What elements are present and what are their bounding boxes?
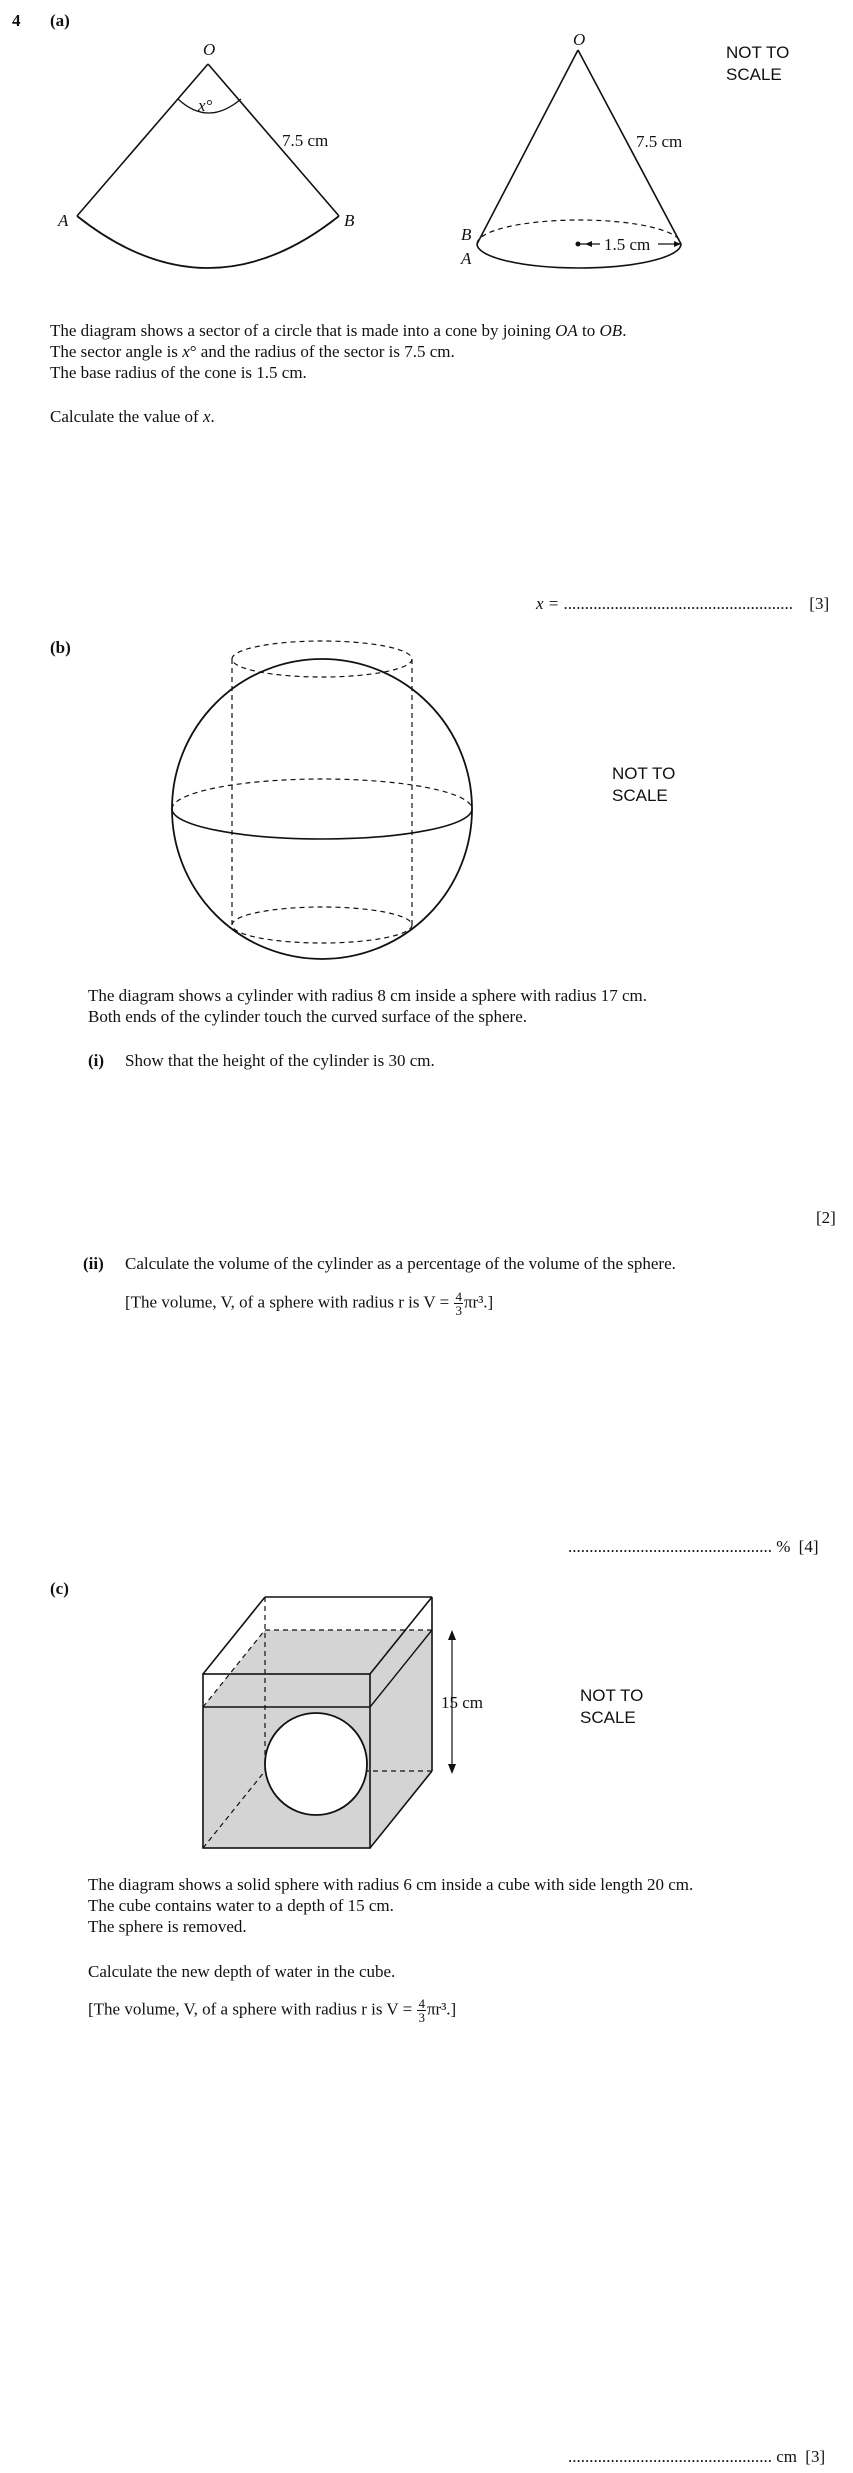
part-c-text-3: The sphere is removed. <box>88 1917 247 1936</box>
part-b-i-label: (i) <box>88 1051 105 1070</box>
marks: [3] <box>809 594 830 613</box>
part-a-text-3: The base radius of the cone is 1.5 cm. <box>50 363 307 382</box>
marks: [4] <box>798 1537 819 1556</box>
cone-a-label: A <box>461 249 472 268</box>
part-c-not-to-scale: NOT TO SCALE <box>580 1686 644 1727</box>
part-c-text-2: The cube contains water to a depth of 15 cm. <box>88 1896 394 1915</box>
part-c-answer-line[interactable] <box>568 2447 825 2467</box>
solid-sphere <box>265 1713 367 1815</box>
point-b-label: B <box>344 211 355 230</box>
answer-dots: ................................................ <box>568 1537 772 1556</box>
part-c-text-1: The diagram shows a solid sphere with radius 6 cm inside a cube with side length 20 cm. <box>88 1875 694 1894</box>
point-o-label: O <box>203 40 216 59</box>
part-a-not-to-scale: NOT TO SCALE <box>726 43 790 84</box>
depth-label: 15 cm <box>441 1693 484 1712</box>
part-c-label: (c) <box>50 1579 69 1598</box>
cone-b-label: B <box>461 225 472 244</box>
part-a-instruction: Calculate the value of x. <box>50 407 215 426</box>
part-b-text-2: Both ends of the cylinder touch the curved surface of the sphere. <box>88 1007 528 1026</box>
fraction-four-thirds: $\frac{4}{3}$ <box>418 1996 425 2025</box>
answer-dots: ................................................ <box>568 2447 772 2466</box>
answer-prefix: x = <box>536 594 560 613</box>
question-number: 4 <box>12 11 21 30</box>
answer-dots: ...................................................... <box>563 594 794 613</box>
part-b-i-marks: [2] <box>816 1208 836 1227</box>
depth-arrow-top <box>448 1630 456 1640</box>
answer-unit: cm <box>776 2447 798 2466</box>
marks: [3] <box>805 2447 826 2466</box>
part-a-text-2: The sector angle is x° and the radius of the sector is 7.5 cm. <box>50 342 455 361</box>
part-c-instruction: Calculate the new depth of water in the cube. <box>88 1962 396 1981</box>
fraction-four-thirds: $\frac{4}{3}$ <box>455 1289 462 1318</box>
part-b-ii-formula: [The volume, V, of a sphere with radius r is V = $\frac{4}{3}$ πr³.] <box>125 1289 494 1318</box>
point-a-label: A <box>58 211 69 230</box>
depth-arrow-bottom <box>448 1764 456 1774</box>
part-b-label: (b) <box>50 638 71 657</box>
part-b-not-to-scale: NOT TO SCALE <box>612 764 676 805</box>
sector-radius-label: 7.5 cm <box>282 131 329 150</box>
answer-unit: % <box>776 1537 791 1556</box>
cone-slant-label: 7.5 cm <box>636 132 683 151</box>
part-b-ii-text: Calculate the volume of the cylinder as a percentage of the volume of the sphere. <box>125 1254 676 1273</box>
angle-label: x° <box>198 96 213 115</box>
cone-radius-label: 1.5 cm <box>604 235 651 254</box>
part-b-text-1: The diagram shows a cylinder with radius 8 cm inside a sphere with radius 17 cm. <box>88 986 647 1005</box>
part-a-text-1: The diagram shows a sector of a circle that is made into a cone by joining OA to OB. <box>50 321 627 340</box>
cone-o-label: O <box>573 30 586 49</box>
part-b-ii-label: (ii) <box>83 1254 104 1273</box>
part-a-label: (a) <box>50 11 70 30</box>
part-b-i-text: Show that the height of the cylinder is 30 cm. <box>125 1051 435 1070</box>
part-c-formula: [The volume, V, of a sphere with radius r is V = $\frac{4}{3}$ πr³.] <box>88 1996 457 2025</box>
